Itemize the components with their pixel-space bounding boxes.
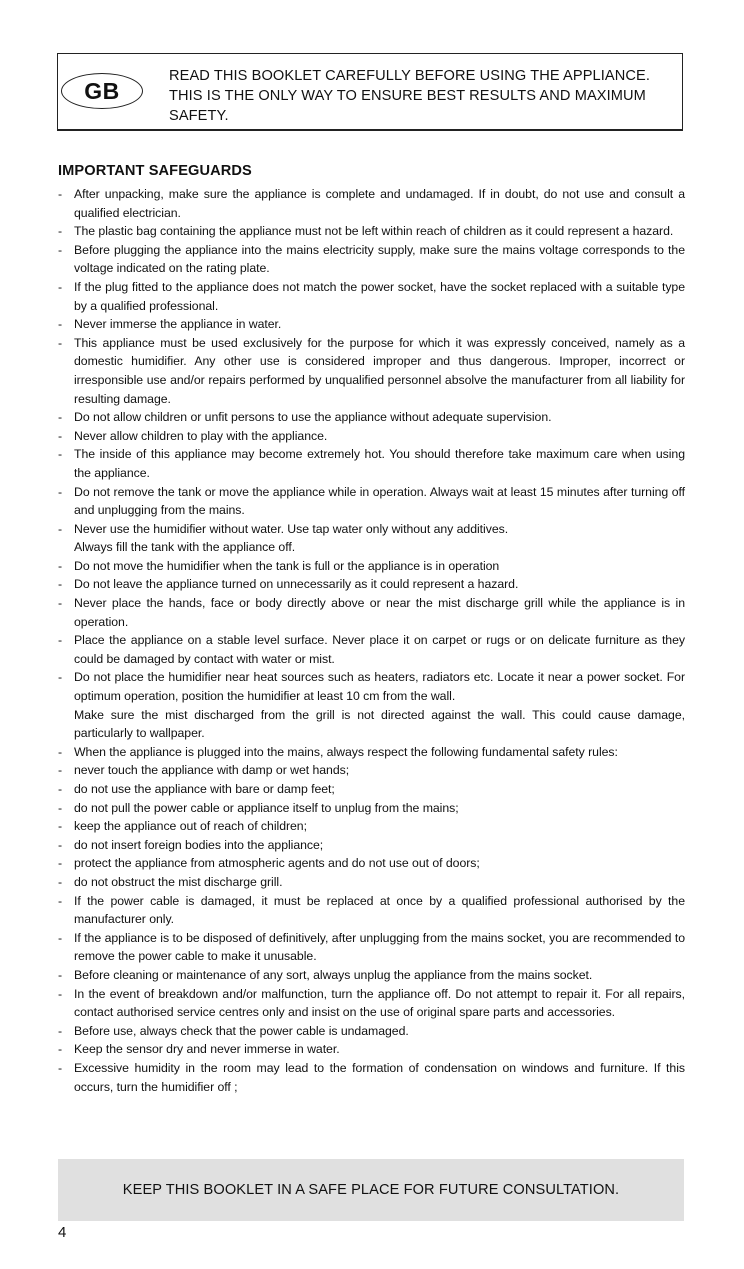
list-item-text: Never use the humidifier without water. Use tap water only without any additives. — [74, 521, 509, 536]
list-bullet: - — [58, 986, 63, 1001]
list-item-text: The plastic bag containing the appliance must not be left within reach of children as it could represent a hazard. — [74, 224, 674, 239]
footer-notice-bar — [58, 1159, 684, 1221]
list-item-text: keep the appliance out of reach of children; — [74, 819, 307, 834]
list-item — [58, 278, 685, 315]
list-bullet: - — [58, 930, 63, 945]
list-bullet: - — [58, 744, 63, 759]
list-item-text: Before use, always check that the power cable is undamaged. — [74, 1023, 409, 1038]
list-item — [58, 1022, 685, 1041]
list-item-text: The inside of this appliance may become extremely hot. You should therefore take maximum care when using the appliance. — [74, 447, 685, 480]
list-item-text: Never place the hands, face or body directly above or near the mist discharge grill while the appliance is in operation. — [74, 596, 685, 629]
list-item-text: do not pull the power cable or appliance itself to unplug from the mains; — [74, 800, 459, 815]
list-item — [58, 892, 685, 929]
list-item — [58, 315, 685, 334]
list-item — [58, 743, 685, 762]
language-badge: GB — [61, 73, 143, 109]
list-item-text: If the plug fitted to the appliance does not match the power socket, have the socket replaced with a suitable type by a qualified professional. — [74, 279, 685, 313]
list-bullet: - — [58, 317, 63, 332]
list-bullet: - — [58, 782, 63, 796]
list-item-text: Place the appliance on a stable level surface. Never place it on carpet or rugs or on delicate furniture as they could be damaged by contact with water or mist. — [74, 633, 685, 666]
list-bullet: - — [58, 279, 63, 294]
safeguards-list — [58, 185, 685, 1096]
list-item — [58, 873, 685, 892]
list-bullet: - — [58, 428, 63, 443]
list-item-text: Do not allow children or unfit persons to use the appliance without adequate supervision. — [74, 410, 552, 425]
list-bullet: - — [58, 187, 63, 201]
list-item — [58, 427, 685, 446]
list-item-text: Do not place the humidifier near heat sources such as heaters, radiators etc. Locate it near a power socket. For optimum operation, position the humidifier at least 10 cm from the wall. — [74, 670, 685, 704]
list-bullet: - — [58, 224, 63, 239]
list-item — [58, 1040, 685, 1059]
list-item-text: This appliance must be used exclusively for the purpose for which it was expressly conceived, namely as a domestic humidifier. Any other use is considered improper and thus dangerous. Improper, incorrect or irresponsible use and/or repairs performed by unqualified personnel absolve the manufacturer from all liability for resulting damage. — [74, 335, 685, 406]
list-item — [58, 985, 685, 1022]
list-bullet: - — [58, 484, 63, 499]
list-bullet: - — [58, 410, 63, 425]
list-item — [58, 799, 685, 818]
list-item — [58, 241, 685, 278]
list-bullet: - — [58, 670, 63, 685]
list-item — [58, 761, 685, 780]
list-item — [58, 631, 685, 668]
list-item-text: Do not leave the appliance turned on unnecessarily as it could represent a hazard. — [74, 577, 519, 592]
list-item — [58, 520, 685, 557]
page-number: 4 — [58, 1224, 67, 1241]
list-item — [58, 966, 685, 985]
list-item-text: Never immerse the appliance in water. — [74, 317, 282, 332]
list-item-text: Never allow children to play with the appliance. — [74, 428, 328, 443]
list-item — [58, 222, 685, 241]
list-item — [58, 334, 685, 408]
list-item-text: protect the appliance from atmospheric agents and do not use out of doors; — [74, 856, 480, 871]
list-bullet: - — [58, 447, 63, 462]
section-title: IMPORTANT SAFEGUARDS — [58, 163, 252, 179]
list-item — [58, 408, 685, 427]
list-item — [58, 575, 685, 594]
list-item-text: do not use the appliance with bare or damp feet; — [74, 782, 335, 796]
list-bullet: - — [58, 763, 63, 778]
list-bullet: - — [58, 633, 63, 648]
list-item-text: Do not remove the tank or move the appliance while in operation. Always wait at least 15 minutes after turning off and unplugging from the mains. — [74, 484, 685, 518]
list-item-text: Before cleaning or maintenance of any sort, always unplug the appliance from the mains socket. — [74, 967, 593, 982]
list-item-text: If the appliance is to be disposed of definitively, after unplugging from the mains socket, you are recommended to remove the power cable to make it unusable. — [74, 930, 685, 964]
list-item-text: When the appliance is plugged into the mains, always respect the following fundamental safety rules: — [74, 744, 618, 759]
list-item-text: If the power cable is damaged, it must be replaced at once by a qualified professional authorised by the manufacturer only. — [74, 893, 685, 927]
list-bullet: - — [58, 819, 63, 834]
list-bullet: - — [58, 874, 63, 889]
list-bullet: - — [58, 1060, 63, 1075]
list-item — [58, 1059, 685, 1096]
list-item-text: do not insert foreign bodies into the appliance; — [74, 837, 324, 852]
list-item — [58, 929, 685, 966]
list-item — [58, 594, 685, 631]
list-bullet: - — [58, 893, 63, 908]
list-bullet: - — [58, 242, 63, 257]
list-bullet: - — [58, 596, 63, 611]
list-item-text: After unpacking, make sure the appliance is complete and undamaged. If in doubt, do not use and consult a qualified electrician. — [74, 187, 685, 220]
list-bullet: - — [58, 558, 63, 573]
list-item — [58, 854, 685, 873]
list-bullet: - — [58, 800, 63, 815]
list-bullet: - — [58, 856, 63, 871]
list-item — [58, 557, 685, 576]
list-bullet: - — [58, 577, 63, 592]
list-item-text: Before plugging the appliance into the mains electricity supply, make sure the mains voltage corresponds to the voltage indicated on the rating plate. — [74, 242, 685, 276]
list-item-text: In the event of breakdown and/or malfunction, turn the appliance off. Do not attempt to repair it. For all repairs, contact authorised service centres only and insist on the use of original spare parts and accessories. — [74, 986, 685, 1020]
list-item — [58, 817, 685, 836]
header-notice: READ THIS BOOKLET CAREFULLY BEFORE USING THE APPLIANCE. THIS IS THE ONLY WAY TO ENSURE BEST RESULTS AND MAXIMUM SAFETY. — [169, 68, 651, 124]
list-bullet: - — [58, 1023, 63, 1038]
list-bullet: - — [58, 837, 63, 852]
list-item — [58, 668, 685, 742]
list-bullet: - — [58, 335, 63, 350]
list-item-text: do not obstruct the mist discharge grill. — [74, 874, 283, 889]
footer-notice: KEEP THIS BOOKLET IN A SAFE PLACE FOR FUTURE CONSULTATION. — [122, 1182, 620, 1198]
list-item — [58, 185, 685, 222]
list-bullet: - — [58, 1042, 63, 1057]
header-box — [57, 53, 683, 131]
list-bullet: - — [58, 967, 63, 982]
list-item-text: Keep the sensor dry and never immerse in water. — [74, 1042, 340, 1057]
list-item — [58, 836, 685, 855]
list-bullet: - — [58, 521, 63, 536]
list-item-text: never touch the appliance with damp or wet hands; — [74, 763, 350, 778]
list-item — [58, 445, 685, 482]
list-item — [58, 780, 685, 799]
list-item-text: Do not move the humidifier when the tank is full or the appliance is in operation — [74, 558, 500, 573]
list-item-continuation: Make sure the mist discharged from the grill is not directed against the wall. This could cause damage, particularly to wallpaper. — [74, 707, 685, 741]
list-item-text: Excessive humidity in the room may lead to the formation of condensation on windows and furniture. If this occurs, turn the humidifier off ; — [74, 1060, 685, 1094]
list-item-continuation: Always fill the tank with the appliance off. — [74, 540, 296, 555]
list-item — [58, 483, 685, 520]
